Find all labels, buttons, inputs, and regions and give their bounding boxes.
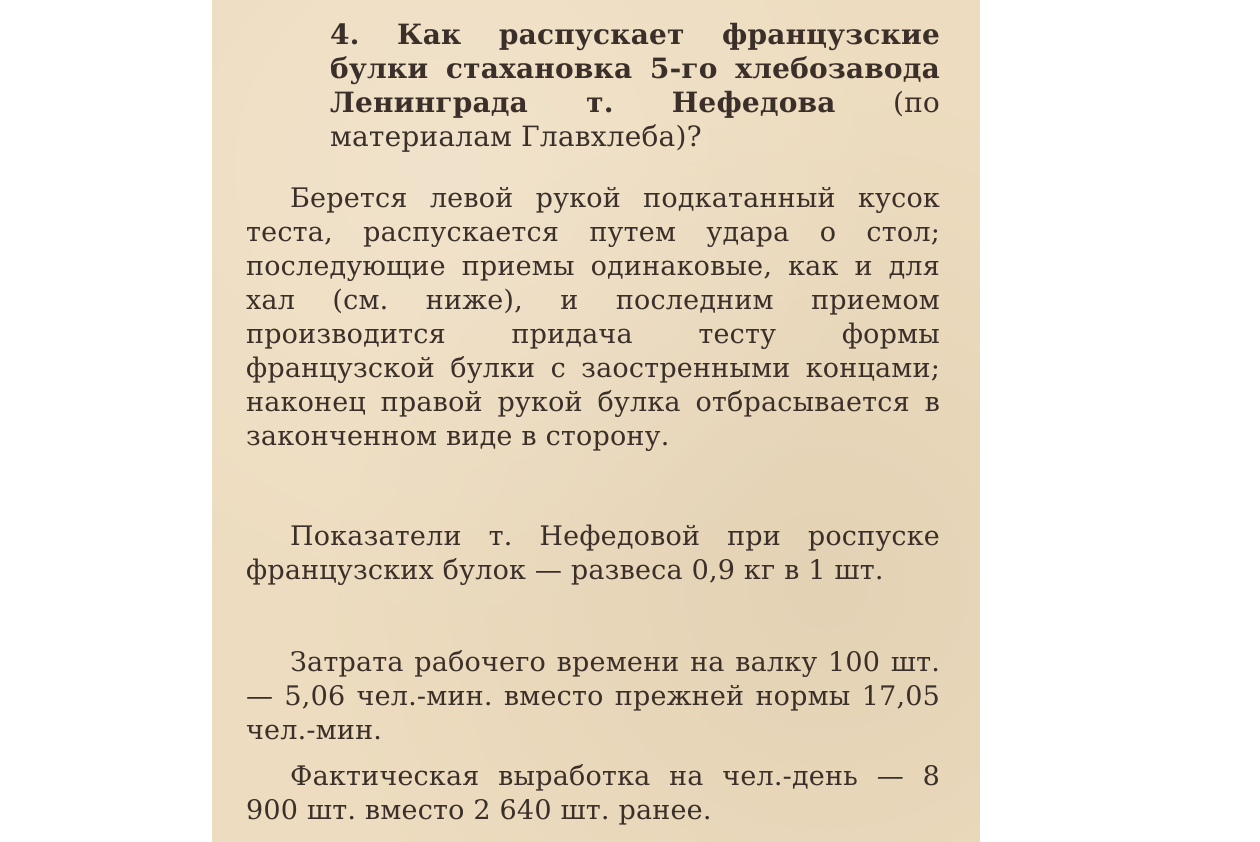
- heading-source-text: (по материалам Главхлеба)?: [330, 86, 940, 153]
- section-heading: [330, 18, 940, 154]
- heading-bold-text: 4. Как распускает французские булки стахановка 5-го хлебозавода Ленинграда т. Нефедова: [330, 18, 940, 119]
- paragraph-indicators: Показатели т. Нефедовой при роспуске французских булок — развеса 0,9 кг в 1 шт.: [246, 521, 940, 586]
- paragraph-method: Берется левой рукой подкатанный кусок теста, распускается путем удара о стол; последующие приемы одинаковые, как и для хал (см. ниже), и последним приемом производится придача тесту формы французской булки с заостренными концами; наконец правой рукой булка отбрасывается в законченном виде в сторону.: [246, 183, 940, 452]
- paragraph-output: Фактическая выработка на чел.-день — 8 900 шт. вместо 2 640 шт. ранее.: [246, 761, 940, 826]
- scanned-page: [212, 0, 980, 842]
- paragraph-time-spent: Затрата рабочего времени на валку 100 шт. — 5,06 чел.-мин. вместо прежней нормы 17,05 чел.-мин.: [246, 647, 940, 746]
